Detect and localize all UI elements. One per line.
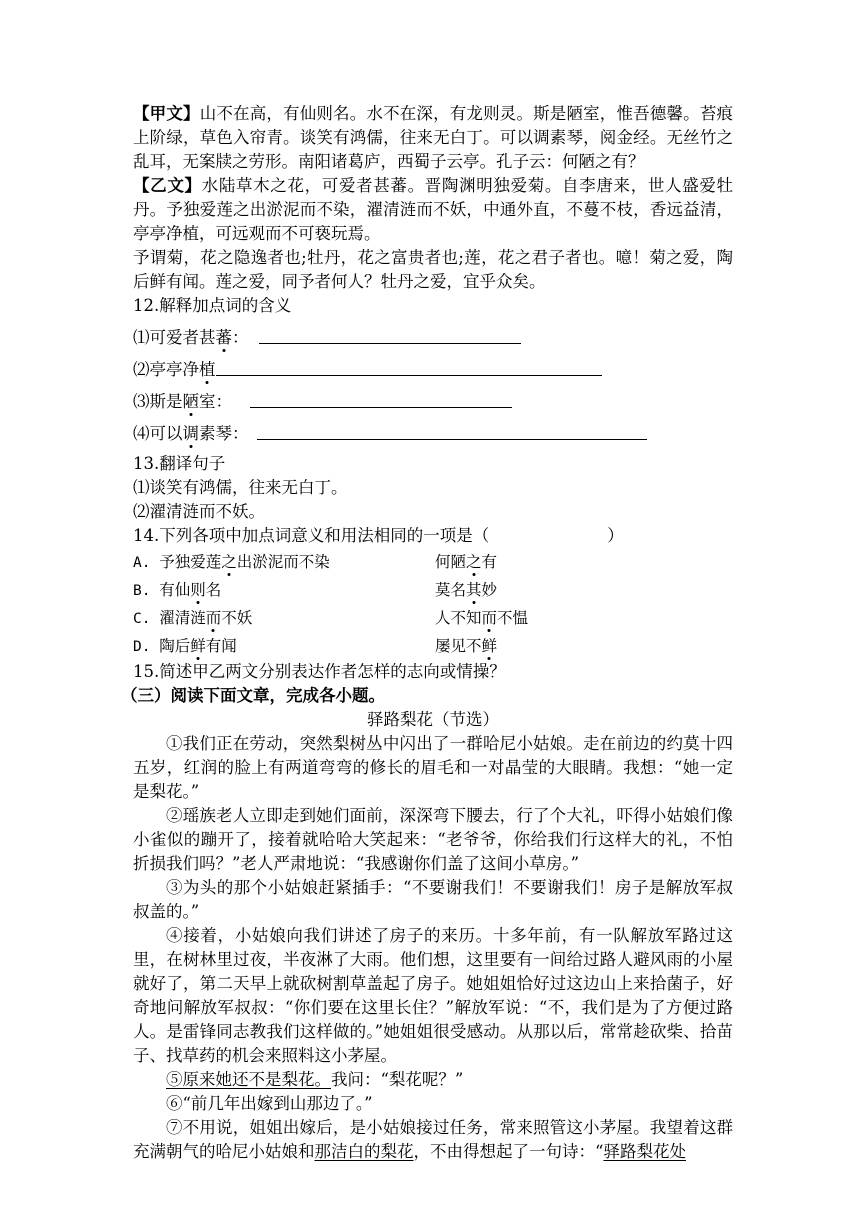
q12-item-4: [133, 414, 733, 446]
q12-answer-line-2b[interactable]: [316, 374, 602, 376]
article-title: 驿路梨花（节选）: [367, 710, 499, 729]
article-paragraph-7: ⑦不用说，姐姐出嫁后，是小姑娘接过任务，常来照管这小茅屋。我望着这群充满朝气的哈尼小姑娘和那洁白的梨花，不由得想起了一句诗：“驿路梨花处: [133, 1118, 733, 1161]
underlined-poem-line: 驿路梨花处: [603, 1142, 686, 1161]
yiwen-paragraph-2: [133, 246, 733, 294]
article-paragraph-6: ⑥“前几年出嫁到山那边了。”: [166, 1094, 373, 1113]
q12-item-3: [133, 382, 733, 414]
section-3-heading: （三）阅读下面文章，完成各小题。: [121, 686, 385, 705]
q13-item-1: ⑴谈笑有鸿儒，往来无白丁。: [133, 478, 348, 497]
q12-item-2: [133, 350, 733, 382]
article-paragraph-5: ⑤原来她还不是梨花。我问：“梨花呢？”: [166, 1070, 464, 1089]
q12-answer-line-1[interactable]: [259, 342, 521, 344]
q12-item-2-label: ⑵亭亭净植: [133, 360, 216, 379]
article-paragraph-4: ④接着，小姑娘向我们讲述了房子的来历。十多年前，有一队解放军路过这里，在树林里过夜，半夜淋了大雨。他们想，这里要有一间给过路人避风雨的小屋就好了，第二天早上就砍树割草盖起了房子。她姐姐恰好过这边山上来拾菌子，好奇地问解放军叔叔：“你们要在这里长住？”解放军说：“不，我们是为了方便过路人。是雷锋同志教我们这样做的。”她姐姐很受感动。从那以后，常常趁砍柴、拾苗子、找草药的机会来照料这小茅屋。: [133, 926, 733, 1065]
q12-answer-line-3[interactable]: [250, 406, 512, 408]
q14-option-d[interactable]: D. 陶后鲜有闻 屡见不鲜: [133, 636, 498, 655]
q14-option-c[interactable]: C. 濯清涟而不妖 人不知而不愠: [133, 608, 529, 627]
article-paragraph-1: ①我们正在劳动，突然梨树丛中闪出了一群哈尼小姑娘。走在前边的约莫十四五岁，红润的脸上有两道弯弯的修长的眉毛和一对晶莹的大眼睛。我想：“她一定是梨花。”: [133, 734, 733, 801]
article-paragraph-3: ③为头的那个小姑娘赶紧插手：“不要谢我们！不要谢我们！房子是解放军叔叔盖的。”: [133, 878, 733, 921]
q14-option-a[interactable]: A. 予独爱莲之出淤泥而不染 何陋之有: [133, 552, 498, 571]
q12-answer-line-2a[interactable]: [216, 374, 316, 376]
q14-option-b[interactable]: B. 有仙则名 莫名其妙: [133, 580, 498, 599]
yiwen-tag: 【乙文】: [133, 176, 202, 195]
yiwen-text-1: 水陆草木之花，可爱者甚蕃。晋陶渊明独爱菊。自李唐来，世人盛爱牡丹。予独爱莲之出淤泥而不染，濯清涟而不妖，中通外直，不蔓不枝，香远益清，亭亭净植，可远观而不可亵玩焉。: [133, 176, 734, 243]
underlined-sentence-5: ⑤原来她还不是梨花。: [166, 1070, 331, 1089]
yiwen-paragraph: [133, 174, 733, 246]
q13-item-2: ⑵濯清涟而不妖。: [133, 502, 265, 521]
question-15-title: 15.简述甲乙两文分别表达作者怎样的志向或情操？: [133, 662, 506, 681]
yiwen-text-2: 予谓菊，花之隐逸者也;牡丹，花之富贵者也;莲，花之君子者也。噫！菊之爱，陶后鲜有闻。莲之爱，同予者何人？牡丹之爱，宜乎众矣。: [133, 248, 733, 291]
underlined-phrase-pear-blossom: 那洁白的梨花: [314, 1142, 414, 1161]
q14-option-b-letter: B.: [133, 582, 151, 599]
jiawen-tag: 【甲文】: [133, 104, 200, 123]
q12-item-1: [133, 318, 733, 350]
q12-item-1-label: ⑴可爱者甚蕃：: [133, 328, 249, 347]
question-12-title: 12.解释加点词的含义: [133, 296, 292, 315]
jiawen-paragraph: [133, 102, 733, 174]
document-page: [121, 102, 734, 1164]
q12-answer-line-4b[interactable]: [345, 438, 647, 440]
q12-item-3-label: ⑶斯是陋室：: [133, 392, 232, 411]
q12-item-4-label: ⑷可以调素琴：: [133, 424, 249, 443]
article-paragraph-2: ②瑶族老人立即走到她们面前，深深弯下腰去，行了个大礼，吓得小姑娘们像小雀似的蹦开了，接着就哈哈大笑起来：“老爷爷，你给我们行这样大的礼，不怕折损我们吗？”老人严肃地说：“我感谢你们盖了这间小草房。”: [133, 806, 733, 873]
jiawen-text: 山不在高，有仙则名。水不在深，有龙则灵。斯是陋室，惟吾德馨。苔痕上阶绿，草色入帘青。谈笑有鸿儒，往来无白丁。可以调素琴，阅金经。无丝竹之乱耳，无案牍之劳形。南阳诸葛庐，西蜀子云亭。孔子云：何陋之有？: [133, 104, 734, 171]
q14-option-a-letter: A.: [133, 554, 151, 571]
q12-answer-line-4a[interactable]: [257, 438, 345, 440]
question-14-title: 14.下列各项中加点词意义和用法相同的一项是（ ）: [133, 526, 624, 545]
question-13-title: 13.翻译句子: [133, 454, 226, 473]
q14-option-d-letter: D.: [133, 638, 151, 655]
q14-option-c-letter: C.: [133, 610, 151, 627]
